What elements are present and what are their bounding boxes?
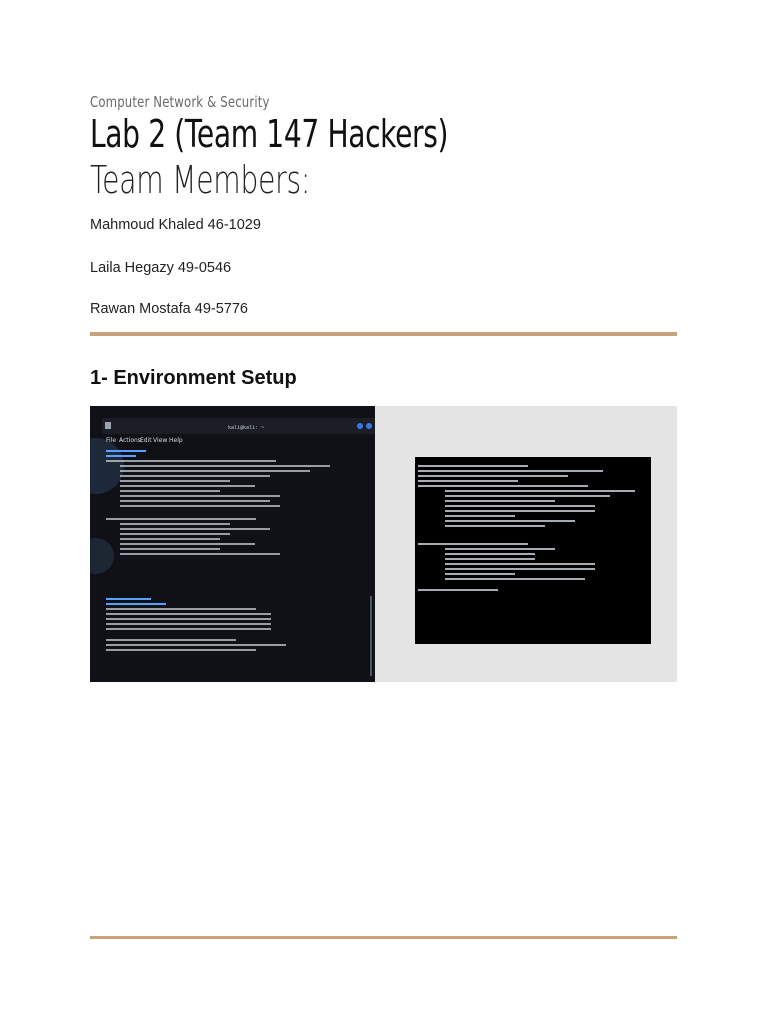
member-name: Laila Hegazy 49-0546: [90, 260, 232, 276]
menu-item: File: [106, 437, 117, 444]
window-title: kali@kali: ~: [228, 425, 265, 431]
screenshot-metasploitable-terminal: [375, 406, 677, 682]
member-name: Rawan Mostafa 49-5776: [90, 301, 248, 317]
team-heading: Team Members:: [90, 158, 311, 202]
menu-item: View: [153, 437, 168, 444]
menu-item: Edit: [140, 437, 152, 444]
screenshot-kali-terminal: [90, 406, 375, 682]
course-subtitle: Computer Network & Security: [90, 93, 270, 111]
menu-item: Actions: [119, 437, 141, 444]
menu-item: Help: [169, 437, 183, 444]
section-heading: 1- Environment Setup: [90, 367, 297, 389]
kali-terminal-image: [90, 406, 375, 682]
section-divider: [90, 332, 677, 336]
page-title: Lab 2 (Team 147 Hackers): [90, 112, 449, 156]
terminal-window: [415, 457, 651, 644]
member-name: Mahmoud Khaled 46-1029: [90, 217, 261, 233]
footer-divider: [90, 936, 677, 939]
terminal-output-lines: [415, 457, 651, 644]
